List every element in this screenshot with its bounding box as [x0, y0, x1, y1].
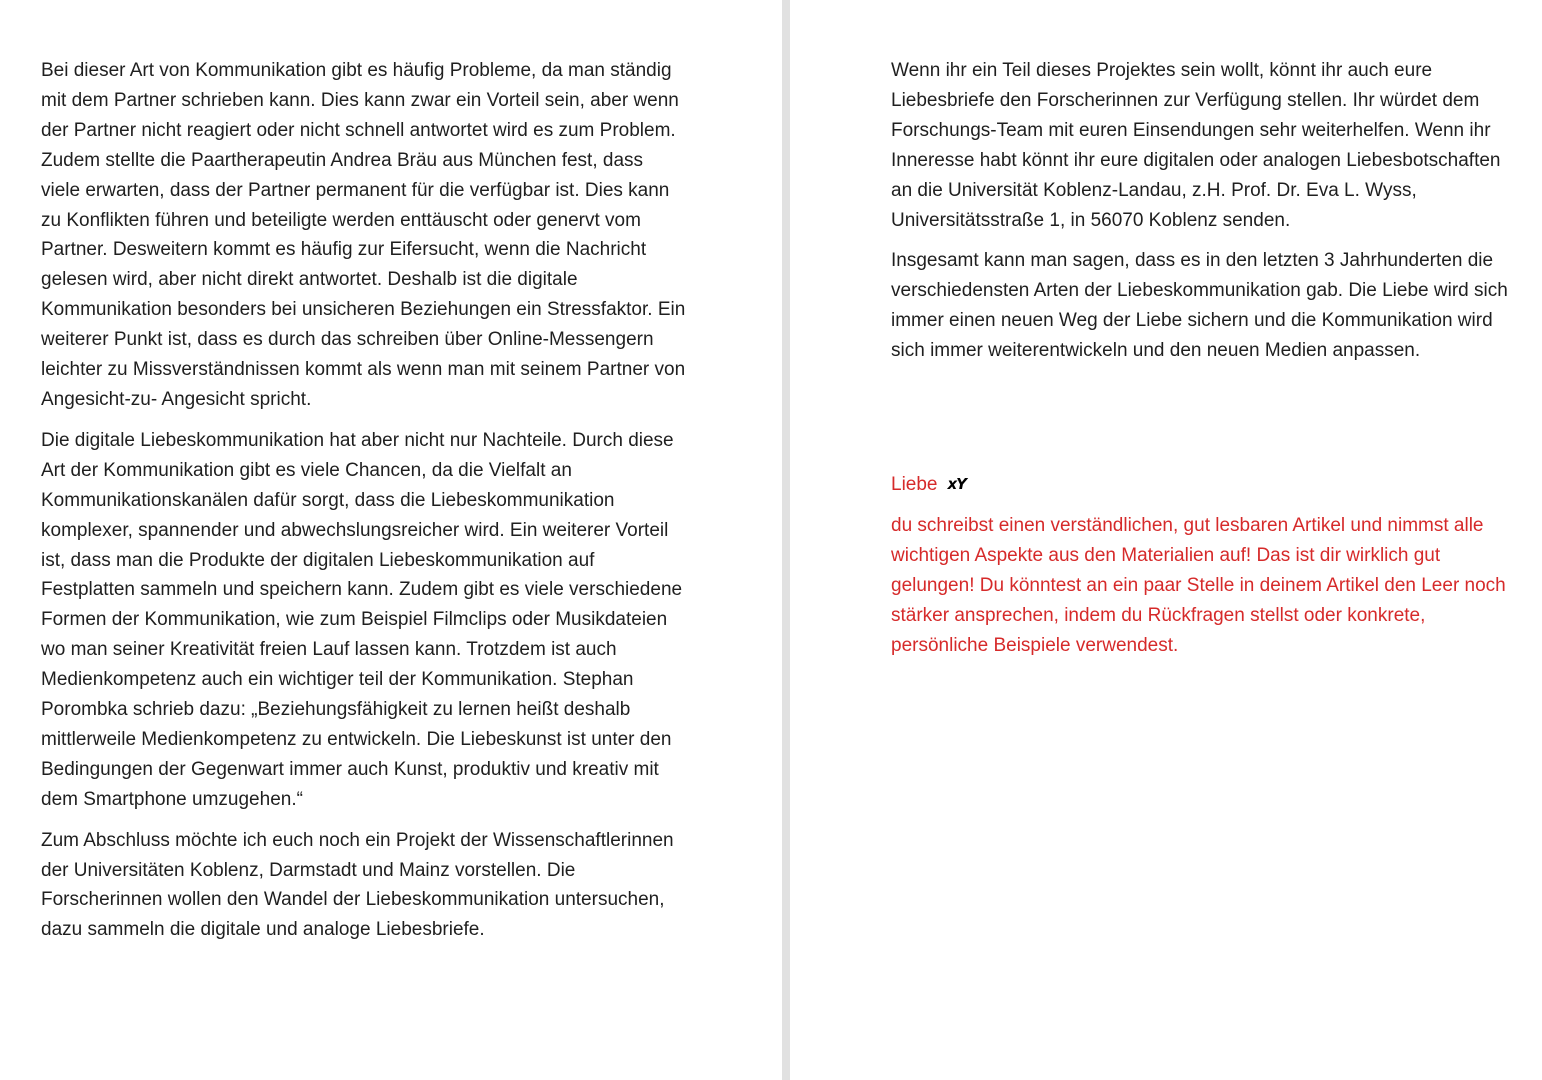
right-page [790, 0, 1542, 1080]
teacher-feedback: du schreibst einen verständlichen, gut lesbaren Artikel und nimmst alle wichtigen Aspekte aus den Materialien auf! Das ist dir wirklich gut gelungen! Du könntest an ein paar Stelle in deinem Artikel den Leer noch stärker ansprechen, indem du Rückfragen stellst oder konkrete, persönliche Beispiele verwendest. [891, 514, 1506, 656]
greeting-word: Liebe [891, 474, 938, 496]
page-gutter [782, 0, 790, 1080]
paragraph-conclusion: Insgesamt kann man sagen, dass es in den letzten 3 Jahrhunderten die verschiedensten Arten der Liebeskommunikation gab. Die Liebe wird sich immer einen neuen Weg der Liebe sichern und die Kommunikation wird sich immer weiterentwickeln und den neuen Medien anpassen. [891, 250, 1508, 362]
paragraph-communication-problems: Bei dieser Art von Kommunikation gibt es häufig Probleme, da man ständig mit dem Partner schrieben kann. Dies kann zwar ein Vorteil sein, aber wenn der Partner nicht reagiert oder nicht schnell antwortet wird es zum Problem. Zudem stellte die Paartherapeutin Andrea Bräu aus München fest, dass viele erwarten, dass der Partner permanent für die verfügbar ist. Dies kann zu Konflikten führen und beteiligte werden enttäuscht oder genervt vom Partner. Desweitern kommt es häufig zur Eifersucht, wenn die Nachricht gelesen wird, aber nicht direkt antwortet. Deshalb ist die digitale Kommunikation besonders bei unsicheren Beziehungen ein Stressfaktor. Ein weiterer Punkt ist, dass es durch das schreiben über Online-Messengern leichter zu Missverständnissen kommt als wenn man mit seinem Partner von Angesicht-zu- Angesicht spricht. [41, 60, 686, 410]
paragraph-digital-chances: Die digitale Liebeskommunikation hat aber nicht nur Nachteile. Durch diese Art der Kommunikation gibt es viele Chancen, da die Vielfalt an Kommunikationskanälen dafür sorgt, dass die Liebeskommunikation komplexer, spannender und abwechslungsreicher wird. Ein weiterer Vorteil ist, dass man die Produkte der digitalen Liebeskommunikation auf Festplatten sammeln und speichern kann. Zudem gibt es viele verschiedene Formen der Kommunikation, wie zum Beispiel Filmclips oder Musikdateien wo man seiner Kreativität freien Lauf lassen kann. Trotzdem ist auch Medienkompetenz auch ein wichtiger teil der Kommunikation. Stephan Porombka schrieb dazu: „Beziehungsfähigkeit zu lernen heißt deshalb mittlerweile Medienkompetenz zu entwickeln. Die Liebeskunst ist unter den Bedingungen der Gegenwart immer auch Kunst, produktiv und kreativ mit dem Smartphone umzugehen.“ [41, 429, 683, 810]
paragraph-research-project: Zum Abschluss möchte ich euch noch ein Projekt der Wissenschaftlerinnen der Universitäten Koblenz, Darmstadt und Mainz vorstellen. Die Forscherinnen wollen den Wandel der Liebeskommunikation untersuchen, dazu sammeln die digitale und analoge Liebesbriefe. [41, 829, 674, 941]
paragraph-participation: Wenn ihr ein Teil dieses Projektes sein wollt, könnt ihr auch eure Liebesbriefe den Forscherinnen zur Verfügung stellen. Ihr würdet dem Forschungs-Team mit euren Einsendungen sehr weiterhelfen. Wenn ihr Inneresse habt könnt ihr eure digitalen oder analogen Liebesbotschaften an die Universität Koblenz-Landau, z.H. Prof. Dr. Eva L. Wyss, Universitätsstraße 1, in 56070 Koblenz senden. [891, 60, 1501, 231]
feedback-greeting [891, 470, 1522, 500]
section-spacer [891, 377, 1522, 470]
handwritten-name: xY [947, 475, 967, 494]
right-page-text [891, 56, 1522, 661]
left-page-text [41, 56, 722, 945]
